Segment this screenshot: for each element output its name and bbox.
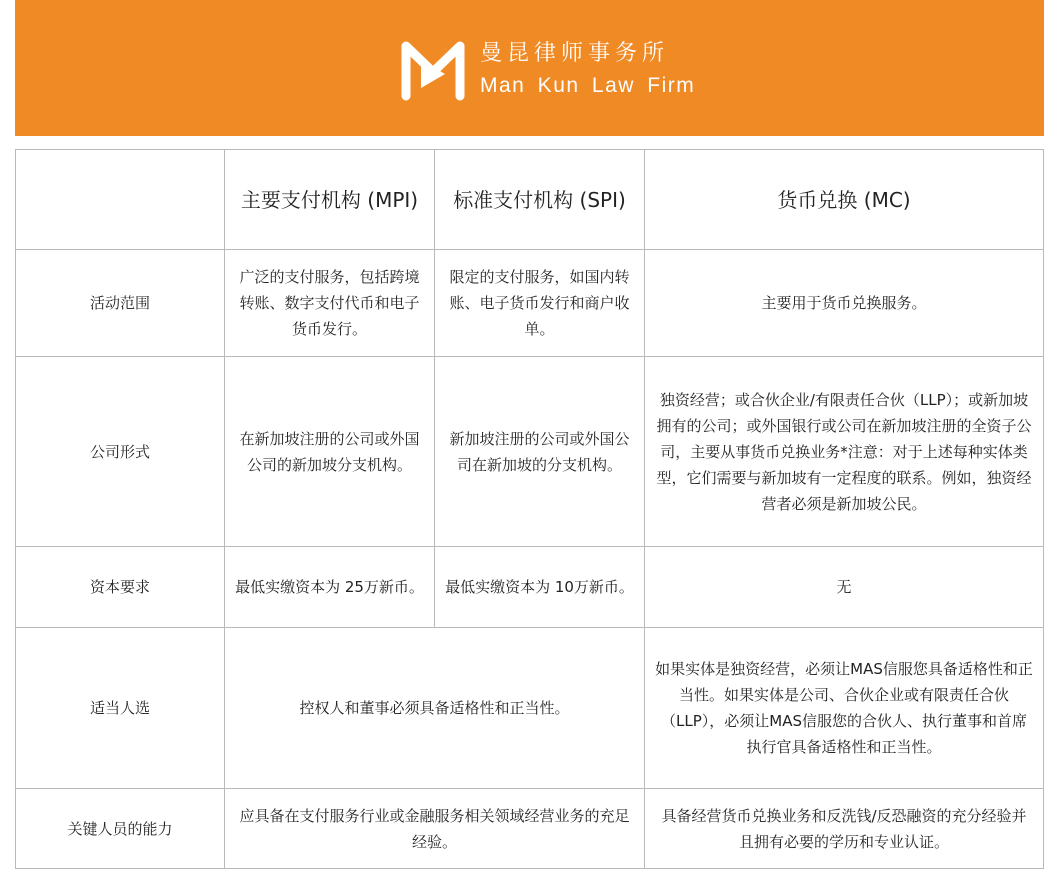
header-mc-label: 货币兑换 (MC) — [777, 187, 911, 212]
firm-name-en: Man Kun Law Firm — [480, 74, 696, 97]
header-spi — [435, 150, 645, 250]
table-row — [16, 250, 1044, 357]
cell-spi: 最低实缴资本为 10万新币。 — [435, 547, 645, 628]
table-row — [16, 628, 1044, 789]
header-mpi-label: 主要支付机构 (MPI) — [240, 187, 419, 212]
header-blank-cell — [16, 150, 225, 250]
comparison-table — [15, 149, 1044, 869]
cell-mpi-spi-merged: 应具备在支付服务行业或金融服务相关领域经营业务的充足经验。 — [225, 789, 645, 869]
header-mc — [645, 150, 1044, 250]
table-row — [16, 789, 1044, 869]
table-row — [16, 357, 1044, 547]
cell-spi: 新加坡注册的公司或外国公司在新加坡的分支机构。 — [435, 357, 645, 547]
table-row — [16, 547, 1044, 628]
cell-mc: 如果实体是独资经营，必须让MAS信服您具备适格性和正当性。如果实体是公司、合伙企业或有限责任合伙（LLP），必须让MAS信服您的合伙人、执行董事和首席执行官具备适格性和正当性。 — [645, 628, 1044, 789]
cell-mpi: 最低实缴资本为 25万新币。 — [225, 547, 435, 628]
row-label: 适当人选 — [16, 628, 225, 789]
row-label: 公司形式 — [16, 357, 225, 547]
cell-mc: 独资经营；或合伙企业/有限责任合伙（LLP）；或新加坡拥有的公司；或外国银行或公司在新加坡注册的全资子公司，主要从事货币兑换业务*注意：对于上述每种实体类型，它们需要与新加坡有一定程度的联系。例如，独资经营者必须是新加坡公民。 — [645, 357, 1044, 547]
header-spi-label: 标准支付机构 (SPI) — [453, 187, 626, 212]
header-mpi — [225, 150, 435, 250]
firm-logo — [400, 38, 695, 102]
cell-mc: 主要用于货币兑换服务。 — [645, 250, 1044, 357]
cell-spi: 限定的支付服务，如国内转账、电子货币发行和商户收单。 — [435, 250, 645, 357]
firm-name-cn: 曼昆律师事务所 — [480, 41, 670, 66]
cell-mpi: 在新加坡注册的公司或外国公司的新加坡分支机构。 — [225, 357, 435, 547]
cell-mpi-spi-merged: 控权人和董事必须具备适格性和正当性。 — [225, 628, 645, 789]
firm-logo-icon — [400, 38, 466, 102]
row-label: 关键人员的能力 — [16, 789, 225, 869]
cell-mpi: 广泛的支付服务，包括跨境转账、数字支付代币和电子货币发行。 — [225, 250, 435, 357]
table-header-row — [16, 150, 1044, 250]
row-label: 活动范围 — [16, 250, 225, 357]
cell-mc: 无 — [645, 547, 1044, 628]
cell-mc: 具备经营货币兑换业务和反洗钱/反恐融资的充分经验并且拥有必要的学历和专业认证。 — [645, 789, 1044, 869]
header-banner — [15, 0, 1044, 136]
row-label: 资本要求 — [16, 547, 225, 628]
